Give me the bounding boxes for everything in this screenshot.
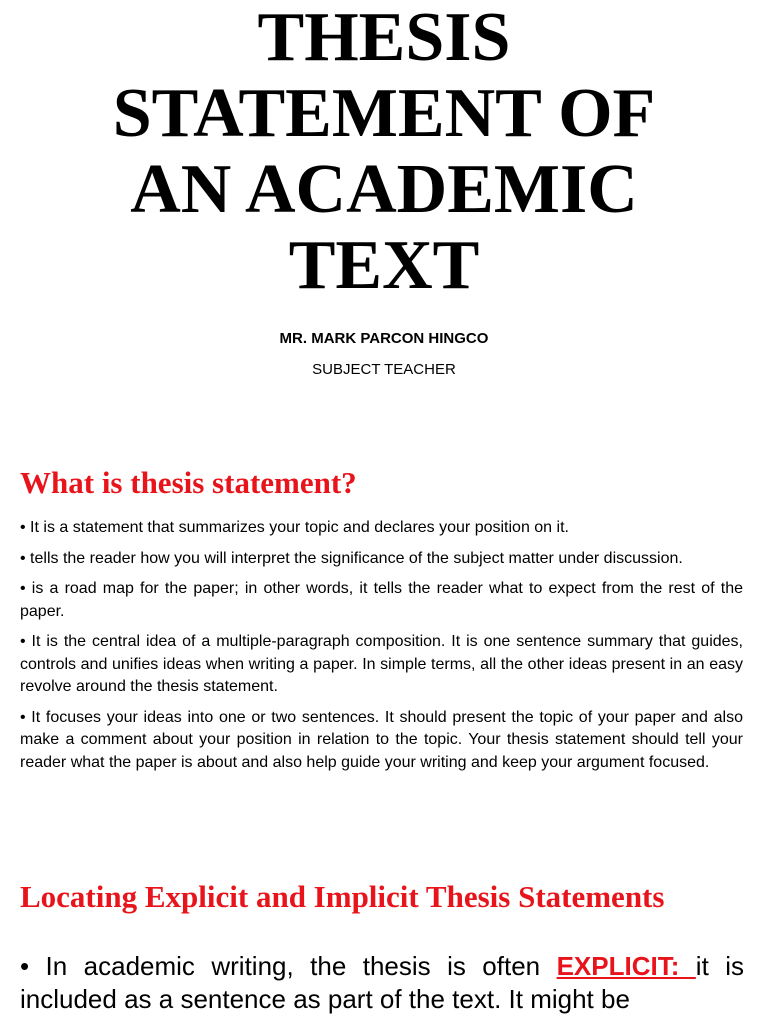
explicit-thesis-paragraph [20, 950, 744, 1016]
author-name: MR. MARK PARCON HINGCO [279, 330, 489, 347]
definition-bullet-list [20, 517, 743, 782]
paragraph-text-start: • In academic writing, the thesis is often [20, 951, 557, 981]
title-line: STATEMENT OF [112, 75, 656, 152]
bullet-item: • It focuses your ideas into one or two sentences. It should present the topic of your paper and also make a comment about your position in relation to the topic. Your thesis statement should tell your reader what the paper is about and also help guide your writing and keep your argument focused. [20, 707, 743, 775]
section-heading-what-is-thesis: What is thesis statement? [20, 465, 357, 500]
title-line: AN ACADEMIC [130, 151, 638, 228]
section-heading-locating-thesis: Locating Explicit and Implicit Thesis Statements [20, 879, 665, 914]
slide-title [0, 0, 768, 304]
bullet-item: • tells the reader how you will interpret the significance of the subject matter under discussion. [20, 548, 743, 571]
explicit-highlight: EXPLICIT: [556, 951, 696, 981]
paragraph-text-end: it is included as a sentence as part of the text. It might be [20, 951, 745, 1014]
bullet-item: • It is the central idea of a multiple-paragraph composition. It is one sentence summary that guides, controls and unifies ideas when writing a paper. In simple terms, all the other ideas present in an easy revolve around the thesis statement. [20, 631, 743, 699]
bullet-item: • is a road map for the paper; in other words, it tells the reader what to expect from the rest of the paper. [20, 578, 743, 623]
bullet-item: • It is a statement that summarizes your topic and declares your position on it. [20, 517, 743, 540]
title-line: TEXT [288, 227, 480, 304]
author-role: SUBJECT TEACHER [312, 361, 456, 378]
title-line: THESIS [257, 0, 511, 76]
